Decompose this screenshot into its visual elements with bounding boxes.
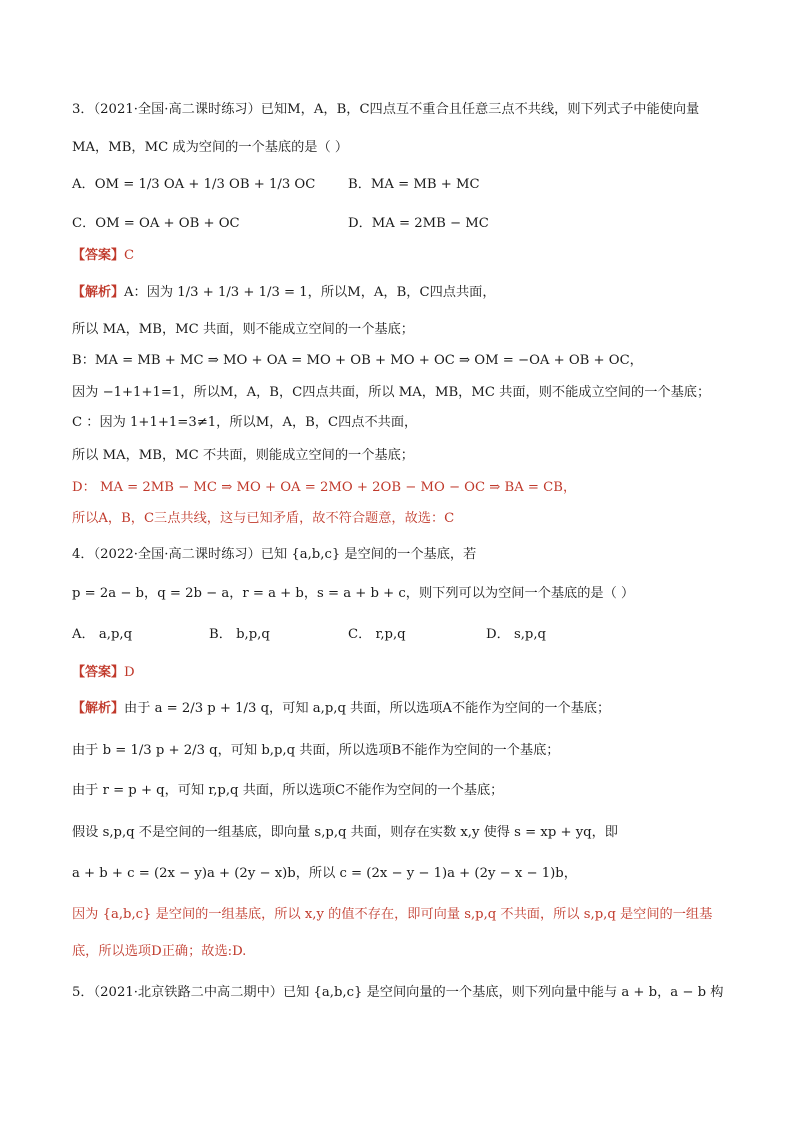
q4-s2: 由于 b = 1/3 p + 2/3 q，可知 b,p,q 共面，所以选项B不能作为空间的一个基底； bbox=[72, 743, 560, 758]
q4-s3: 由于 r = p + q，可知 r,p,q 共面，所以选项C不能作为空间的一个基底； bbox=[72, 783, 504, 798]
q4-s5: a + b + c = (2x − y)a + (2y − x)b，所以 c = (2x − y − 1)a + (2y − x − 1)b， bbox=[72, 866, 577, 881]
q3-s8: 所以A，B，C三点共线，这与已知矛盾，故不符合题意，故选：C bbox=[72, 511, 455, 526]
q3-s2: 所以 MA，MB，MC 共面，则不能成立空间的一个基底； bbox=[72, 322, 414, 337]
q3-option-d: D．MA = 2MB − MC bbox=[348, 216, 489, 231]
analysis-tag: 【解析】 bbox=[72, 285, 125, 300]
q3-s4: 因为 −1+1+1=1，所以M，A，B，C四点共面，所以 MA，MB，MC 共面，则不能成立空间的一个基底； bbox=[72, 385, 711, 400]
q4-option-a: A． a,p,q bbox=[72, 627, 133, 642]
q3-head2: MA，MB，MC 成为空间的一个基底的是（ ） bbox=[72, 140, 349, 155]
q3-option-b: B．MA = MB + MC bbox=[348, 177, 480, 192]
q3-answer-line bbox=[72, 246, 134, 266]
q3-head: 3．（2021·全国·高二课时练习）已知M，A，B，C四点互不重合且任意三点不共线，则下列式子中能使向量 bbox=[72, 102, 700, 117]
q4-s1: 由于 a = 2/3 p + 1/3 q，可知 a,p,q 共面，所以选项A不能作为空间的一个基底； bbox=[124, 701, 611, 716]
q4-answer-line bbox=[72, 663, 135, 683]
q4-option-d: D． s,p,q bbox=[486, 627, 546, 642]
q4-analysis-1 bbox=[72, 699, 610, 719]
q3-option-c: C．OM = OA + OB + OC bbox=[72, 216, 240, 231]
q4-s4: 假设 s,p,q 不是空间的一组基底，即向量 s,p,q 共面，则存在实数 x,y 使得 s = xp + yq，即 bbox=[72, 825, 618, 840]
q3-s5: C ：因为 1+1+1=3≠1，所以M，A，B，C四点不共面， bbox=[72, 415, 418, 430]
q4-option-b: B． b,p,q bbox=[209, 627, 270, 642]
q3-s6: 所以 MA，MB，MC 不共面，则能成立空间的一个基底； bbox=[72, 448, 414, 463]
q3-analysis-1 bbox=[72, 283, 496, 303]
q4-answer: D bbox=[124, 665, 135, 680]
q3-answer: C bbox=[124, 248, 135, 263]
q4-s7: 底，所以选项D正确；故选:D. bbox=[72, 944, 247, 959]
analysis-tag: 【解析】 bbox=[72, 701, 125, 716]
q3-s7: D： MA = 2MB − MC ⇒ MO + OA = 2MO + 2OB − MO − OC ⇒ BA = CB， bbox=[72, 480, 577, 495]
q4-head2: p = 2a − b，q = 2b − a，r = a + b，s = a + b + c，则下列可以为空间一个基底的是（ ） bbox=[72, 586, 635, 601]
answer-tag: 【答案】 bbox=[72, 248, 125, 263]
q5-head: 5．（2021·北京铁路二中高二期中）已知 {a,b,c} 是空间向量的一个基底，则下列向量中能与 a + b，a − b 构 bbox=[72, 985, 724, 1000]
q3-s3: B：MA = MB + MC ⇒ MO + OA = MO + OB + MO + OC ⇒ OM = −OA + OB + OC， bbox=[72, 353, 643, 368]
q4-s6: 因为 {a,b,c} 是空间的一组基底，所以 x,y 的值不存在，即可向量 s,p,q 不共面，所以 s,p,q 是空间的一组基 bbox=[72, 907, 713, 922]
q3-s1: A：因为 1/3 + 1/3 + 1/3 = 1，所以M，A，B，C四点共面， bbox=[124, 285, 496, 300]
answer-tag: 【答案】 bbox=[72, 665, 125, 680]
q4-head: 4．（2022·全国·高二课时练习）已知 {a,b,c} 是空间的一个基底，若 bbox=[72, 547, 477, 562]
q3-option-a: A．OM = 1/3 OA + 1/3 OB + 1/3 OC bbox=[72, 177, 316, 192]
q4-option-c: C． r,p,q bbox=[348, 627, 406, 642]
